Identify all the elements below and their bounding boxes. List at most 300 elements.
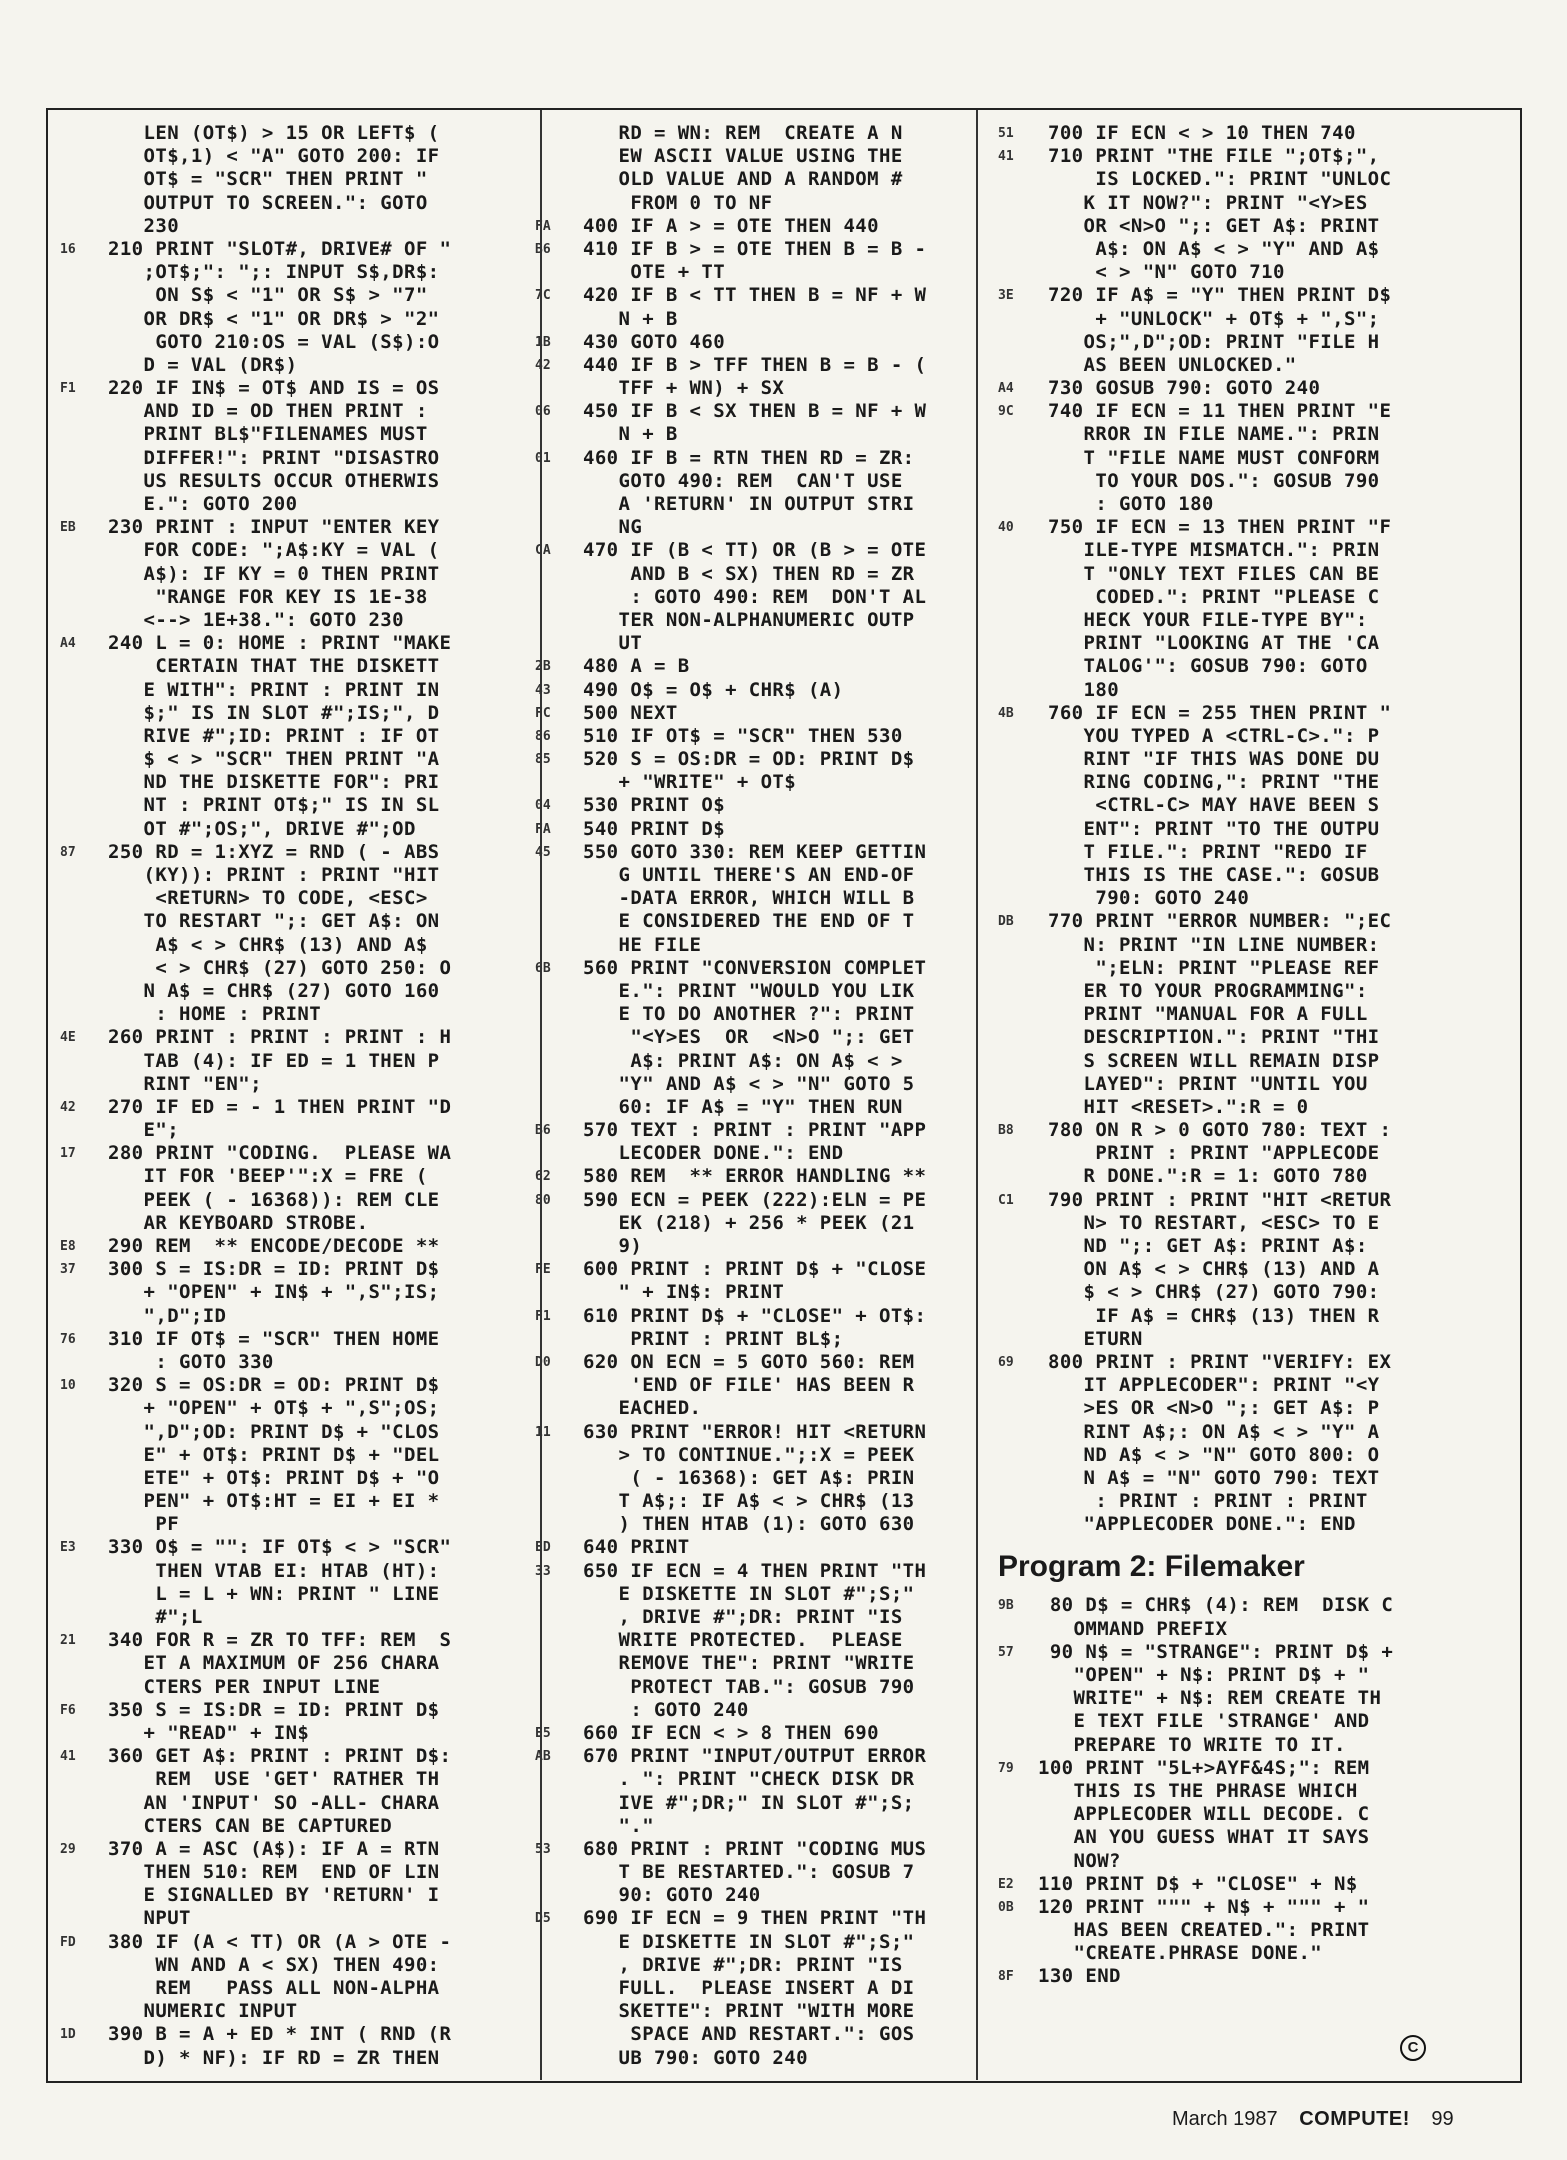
code-text: YOU TYPED A <CTRL-C>.": P: [1048, 724, 1380, 747]
code-line: [60, 215, 538, 238]
code-line: [535, 1629, 973, 1652]
code-text: 130 END: [1038, 1965, 1121, 1988]
checksum: D0: [535, 1354, 551, 1370]
code-line: [535, 1954, 973, 1977]
code-text: 310 IF OT$ = "SCR" THEN HOME: [108, 1327, 440, 1350]
code-text: 460 IF B = RTN THEN RD = ZR:: [583, 446, 915, 469]
code-line: [998, 539, 1458, 562]
code-text: PRINT : PRINT "APPLECODE: [1048, 1142, 1380, 1165]
checksum: 3E: [998, 288, 1014, 304]
code-text: E.": GOTO 200: [108, 493, 298, 515]
copyright-icon: C: [1400, 2035, 1426, 2061]
code-text: GOTO 210:OS = VAL (S$):O: [108, 330, 440, 353]
code-text: . ": PRINT "CHECK DISK DR: [583, 1768, 915, 1791]
checksum: ED: [535, 1540, 551, 1556]
code-text: "Y" AND A$ < > "N" GOTO 5: [583, 1072, 915, 1095]
code-line: [998, 215, 1458, 238]
code-text: D = VAL (DR$): [108, 353, 298, 376]
code-text: 600 PRINT : PRINT D$ + "CLOSE: [583, 1258, 927, 1281]
code-text: 360 GET A$: PRINT : PRINT D$:: [108, 1745, 452, 1768]
code-line: [535, 400, 973, 423]
code-line: [60, 1560, 538, 1583]
code-text: + "READ" + IN$: [108, 1721, 310, 1744]
code-line: [60, 725, 538, 748]
code-line: [60, 400, 538, 423]
code-line: [998, 1513, 1458, 1536]
checksum: B8: [998, 1123, 1014, 1139]
code-line: [60, 308, 538, 331]
code-line: [535, 1165, 973, 1188]
code-line: [998, 980, 1458, 1003]
code-text: WRITE PROTECTED. PLEASE: [583, 1629, 903, 1652]
code-line: [60, 1305, 538, 1328]
code-line: [535, 632, 973, 655]
checksum: 7C: [535, 288, 551, 304]
code-text: 440 IF B > TFF THEN B = B - (: [583, 353, 927, 376]
code-text: 330 O$ = "": IF OT$ < > "SCR": [108, 1536, 452, 1559]
code-line: [60, 1768, 538, 1791]
code-text: 320 S = OS:DR = OD: PRINT D$: [108, 1374, 440, 1397]
code-line: [535, 1421, 973, 1444]
code-text: : GOTO 490: REM DON'T AL: [583, 585, 927, 608]
checksum: 42: [535, 357, 551, 373]
code-text: 670 PRINT "INPUT/OUTPUT ERROR: [583, 1745, 927, 1768]
code-text: 120 PRINT """ + N$ + """ + ": [1038, 1895, 1370, 1918]
code-line: [60, 1351, 538, 1374]
checksum: FA: [535, 218, 551, 234]
code-text: 680 PRINT : PRINT "CODING MUS: [583, 1837, 927, 1860]
checksum: 51: [998, 126, 1014, 141]
code-line: [998, 423, 1458, 446]
code-line: [60, 841, 538, 864]
code-text: A 'RETURN' IN OUTPUT STRI: [583, 493, 915, 515]
checksum: 43: [535, 682, 551, 698]
code-text: HECK YOUR FILE-TYPE BY":: [1048, 608, 1368, 631]
checksum: AB: [535, 1749, 551, 1765]
code-text: G UNTIL THERE'S AN END-OF: [583, 864, 915, 886]
code-text: 640 PRINT: [583, 1536, 690, 1559]
code-text: + "OPEN" + IN$ + ",S";IS;: [108, 1281, 440, 1304]
code-line: [535, 1397, 973, 1420]
code-line: [998, 818, 1458, 841]
code-text: NT : PRINT OT$;" IS IN SL: [108, 794, 440, 817]
code-text: "OPEN" + N$: PRINT D$ + ": [1038, 1664, 1370, 1686]
code-line: [60, 192, 538, 215]
code-text: 470 IF (B < TT) OR (B > = OTE: [583, 539, 927, 562]
code-text: : GOTO 240: [583, 1698, 749, 1721]
code-text: ) THEN HTAB (1): GOTO 630: [583, 1513, 915, 1536]
code-text: 750 IF ECN = 13 THEN PRINT "F: [1048, 516, 1392, 539]
code-text: 210 PRINT "SLOT#, DRIVE# OF ": [108, 237, 452, 260]
code-line: [998, 1165, 1458, 1188]
code-line: [998, 1119, 1458, 1142]
code-line: [998, 1235, 1458, 1258]
code-line: [535, 1467, 973, 1490]
code-line: [998, 1444, 1458, 1467]
code-text: HIT <RESET>.":R = 0: [1048, 1095, 1309, 1118]
code-line: [535, 980, 973, 1003]
code-text: HAS BEEN CREATED.": PRINT: [1038, 1919, 1370, 1942]
checksum: 0B: [998, 1899, 1014, 1915]
code-line: [60, 632, 538, 655]
code-line: [60, 1907, 538, 1930]
code-line: [60, 1606, 538, 1629]
code-text: 480 A = B: [583, 655, 690, 678]
code-line: [998, 632, 1458, 655]
program2-lines: [998, 1594, 1458, 1988]
code-line: [535, 2023, 973, 2046]
code-line: [535, 1652, 973, 1675]
code-text: A$: ON A$ < > "Y" AND A$: [1048, 237, 1380, 260]
code-text: E";: [108, 1119, 180, 1142]
code-line: [60, 1954, 538, 1977]
code-line: [535, 377, 973, 400]
checksum: 53: [535, 1841, 551, 1857]
code-line: [535, 331, 973, 354]
code-text: 250 RD = 1:XYZ = RND ( - ABS: [108, 840, 440, 863]
code-text: RINT "EN";: [108, 1072, 262, 1095]
code-line: [60, 771, 538, 794]
code-text: 100 PRINT "5L+>AYF&4S;": REM: [1038, 1756, 1370, 1779]
code-text: TO RESTART ";: GET A$: ON: [108, 910, 440, 933]
code-line: [998, 1757, 1458, 1780]
code-text: TFF + WN) + SX: [583, 377, 785, 400]
code-text: 790: GOTO 240: [1048, 887, 1250, 910]
checksum: E2: [998, 1876, 1014, 1892]
code-line: [60, 1026, 538, 1049]
code-line: [60, 354, 538, 377]
code-text: IT APPLECODER": PRINT "<Y: [1048, 1374, 1380, 1397]
code-text: AN 'INPUT' SO -ALL- CHARA: [108, 1791, 440, 1814]
code-line: [60, 447, 538, 470]
code-line: [535, 818, 973, 841]
code-text: UB 790: GOTO 240: [583, 2046, 808, 2069]
code-text: E SIGNALLED BY 'RETURN' I: [108, 1884, 440, 1907]
code-line: [998, 1850, 1458, 1873]
listing-column-3: [998, 122, 1458, 1989]
checksum: 16: [60, 241, 76, 257]
code-line: [60, 1374, 538, 1397]
code-text: REMOVE THE": PRINT "WRITE: [583, 1652, 915, 1675]
code-text: < > "N" GOTO 710: [1048, 261, 1285, 284]
code-line: [535, 1374, 973, 1397]
code-text: AR KEYBOARD STROBE.: [108, 1211, 369, 1234]
footer-magazine: COMPUTE!: [1299, 2108, 1410, 2130]
code-line: [60, 586, 538, 609]
code-text: OUTPUT TO SCREEN.": GOTO: [108, 191, 428, 214]
code-line: [535, 771, 973, 794]
code-text: 230 PRINT : INPUT "ENTER KEY: [108, 516, 440, 539]
code-text: GOTO 490: REM CAN'T USE: [583, 469, 903, 492]
page-footer: [1172, 2108, 1454, 2131]
code-line: [535, 145, 973, 168]
checksum: 42: [60, 1099, 76, 1115]
code-line: [60, 910, 538, 933]
checksum: 06: [535, 404, 551, 420]
code-text: 390 B = A + ED * INT ( RND (R: [108, 2023, 452, 2046]
code-line: [60, 980, 538, 1003]
code-text: WN AND A < SX) THEN 490:: [108, 1953, 440, 1976]
code-line: [60, 2047, 538, 2070]
code-line: [535, 934, 973, 957]
code-text: 510 IF OT$ = "SCR" THEN 530: [583, 724, 903, 747]
code-text: FULL. PLEASE INSERT A DI: [583, 1977, 915, 1999]
code-line: [998, 470, 1458, 493]
code-text: 450 IF B < SX THEN B = NF + W: [583, 400, 927, 423]
code-line: [60, 1536, 538, 1559]
code-line: [998, 493, 1458, 516]
code-text: PRINT "MANUAL FOR A FULL: [1048, 1003, 1368, 1026]
checksum: 40: [998, 520, 1014, 536]
code-text: K IT NOW?": PRINT "<Y>ES: [1048, 191, 1368, 214]
code-line: [60, 1281, 538, 1304]
code-text: 350 S = IS:DR = ID: PRINT D$: [108, 1698, 440, 1721]
code-line: [60, 516, 538, 539]
code-line: [60, 1235, 538, 1258]
code-line: [60, 145, 538, 168]
checksum: 21: [60, 1633, 76, 1649]
code-line: [535, 1096, 973, 1119]
code-text: 620 ON ECN = 5 GOTO 560: REM: [583, 1350, 915, 1373]
code-text: 760 IF ECN = 255 THEN PRINT ": [1048, 701, 1392, 724]
code-line: [998, 841, 1458, 864]
code-text: 80 D$ = CHR$ (4): REM DISK C: [1038, 1594, 1394, 1617]
code-text: N A$ = "N" GOTO 790: TEXT: [1048, 1466, 1380, 1489]
code-text: THEN 510: REM END OF LIN: [108, 1861, 440, 1884]
code-text: EACHED.: [583, 1397, 702, 1420]
code-text: OT$,1) < "A" GOTO 200: IF: [108, 145, 440, 168]
code-text: 290 REM ** ENCODE/DECODE **: [108, 1235, 440, 1257]
code-line: [998, 563, 1458, 586]
code-text: DESCRIPTION.": PRINT "THI: [1048, 1026, 1380, 1049]
code-text: 720 IF A$ = "Y" THEN PRINT D$: [1048, 284, 1392, 307]
code-text: 220 IF IN$ = OT$ AND IS = OS: [108, 377, 440, 400]
code-text: + "UNLOCK" + OT$ + ",S";: [1048, 307, 1380, 330]
checksum: 2B: [535, 659, 551, 675]
checksum: 79: [998, 1760, 1014, 1776]
code-line: [60, 1676, 538, 1699]
code-line: [535, 168, 973, 191]
code-line: [535, 887, 973, 910]
code-line: [998, 1803, 1458, 1826]
code-text: A$: PRINT A$: ON A$ < >: [583, 1049, 903, 1072]
code-line: [60, 1838, 538, 1861]
code-line: [535, 1281, 973, 1304]
code-text: 90 N$ = "STRANGE": PRINT D$ +: [1038, 1640, 1394, 1663]
code-text: E DISKETTE IN SLOT #";S;": [583, 1930, 915, 1953]
code-text: T FILE.": PRINT "REDO IF: [1048, 840, 1368, 863]
code-text: E WITH": PRINT : PRINT IN: [108, 678, 440, 701]
code-line: [998, 238, 1458, 261]
code-line: [998, 1305, 1458, 1328]
code-line: [998, 1073, 1458, 1096]
code-line: [535, 1560, 973, 1583]
code-text: SPACE AND RESTART.": GOS: [583, 2023, 915, 2046]
code-text: THIS IS THE PHRASE WHICH: [1038, 1779, 1358, 1802]
code-line: [535, 702, 973, 725]
code-text: ",D";OD: PRINT D$ + "CLOS: [108, 1420, 440, 1443]
code-line: [535, 2000, 973, 2023]
checksum: DB: [998, 914, 1014, 930]
code-line: [535, 1119, 973, 1142]
checksum: FD: [60, 1934, 76, 1950]
code-line: [60, 957, 538, 980]
code-line: [60, 2000, 538, 2023]
code-line: [535, 1606, 973, 1629]
code-text: "APPLECODER DONE.": END: [1048, 1513, 1356, 1536]
code-text: AS BEEN UNLOCKED.": [1048, 353, 1297, 376]
code-line: [60, 1977, 538, 2000]
code-text: 430 GOTO 460: [583, 330, 726, 353]
code-line: [60, 864, 538, 887]
code-line: [998, 1942, 1458, 1965]
checksum: 33: [535, 1563, 551, 1579]
checksum: 17: [60, 1146, 76, 1162]
code-text: THIS IS THE CASE.": GOSUB: [1048, 864, 1380, 886]
code-line: [998, 1421, 1458, 1444]
code-text: #";L: [108, 1606, 203, 1628]
code-text: $;" IS IN SLOT #";IS;", D: [108, 701, 440, 724]
code-line: [998, 1397, 1458, 1420]
code-text: CODED.": PRINT "PLEASE C: [1048, 585, 1380, 608]
code-line: [998, 609, 1458, 632]
code-text: ;OT$;": ";: INPUT S$,DR$:: [108, 261, 440, 284]
code-text: > TO CONTINUE.";:X = PEEK: [583, 1443, 915, 1466]
code-text: 240 L = 0: HOME : PRINT "MAKE: [108, 632, 452, 655]
code-line: [535, 516, 973, 539]
code-text: UT: [583, 632, 643, 655]
code-text: : GOTO 180: [1048, 493, 1214, 515]
code-text: CTERS CAN BE CAPTURED: [108, 1814, 393, 1837]
checksum: F1: [60, 381, 76, 397]
code-text: ND ";: GET A$: PRINT A$:: [1048, 1235, 1368, 1257]
code-line: [535, 655, 973, 678]
code-line: [60, 1073, 538, 1096]
code-line: [535, 1490, 973, 1513]
checksum: A4: [998, 381, 1014, 397]
code-text: 260 PRINT : PRINT : PRINT : H: [108, 1026, 452, 1049]
checksum: 10: [60, 1378, 76, 1394]
checksum: 37: [60, 1262, 76, 1278]
code-line: [60, 1861, 538, 1884]
code-line: [998, 377, 1458, 400]
code-line: [998, 1096, 1458, 1119]
code-line: [998, 794, 1458, 817]
code-line: [60, 1792, 538, 1815]
code-line: [535, 1792, 973, 1815]
code-line: [998, 957, 1458, 980]
code-line: [998, 1710, 1458, 1733]
code-line: [998, 1826, 1458, 1849]
code-line: [998, 1641, 1458, 1664]
code-line: [60, 794, 538, 817]
code-text: OS;",D";OD: PRINT "FILE H: [1048, 330, 1380, 353]
code-line: [535, 1676, 973, 1699]
code-text: " + IN$: PRINT: [583, 1281, 785, 1304]
code-text: : GOTO 330: [108, 1350, 274, 1373]
code-line: [535, 1745, 973, 1768]
code-line: [535, 354, 973, 377]
code-line: [998, 1003, 1458, 1026]
checksum: FC: [535, 705, 551, 721]
code-line: [60, 1745, 538, 1768]
code-text: PRINT "LOOKING AT THE 'CA: [1048, 632, 1380, 655]
column-divider: [976, 110, 978, 2080]
code-text: EK (218) + 256 * PEEK (21: [583, 1211, 915, 1234]
code-line: [998, 679, 1458, 702]
code-text: "CREATE.PHRASE DONE.": [1038, 1942, 1323, 1965]
code-text: PF: [108, 1513, 180, 1536]
checksum: 41: [60, 1749, 76, 1765]
code-line: [998, 331, 1458, 354]
code-line: [60, 1583, 538, 1606]
code-text: RROR IN FILE NAME.": PRIN: [1048, 423, 1380, 446]
code-line: [535, 1583, 973, 1606]
code-line: [60, 1119, 538, 1142]
checksum: 80: [535, 1192, 551, 1208]
code-line: [60, 563, 538, 586]
checksum: 45: [535, 844, 551, 860]
code-line: [535, 841, 973, 864]
code-text: A$ < > CHR$ (13) AND A$: [108, 933, 428, 956]
code-line: [535, 122, 973, 145]
code-text: 740 IF ECN = 11 THEN PRINT "E: [1048, 400, 1392, 423]
code-line: [535, 493, 973, 516]
code-line: [535, 238, 973, 261]
code-text: 800 PRINT : PRINT "VERIFY: EX: [1048, 1350, 1392, 1373]
code-text: 490 O$ = O$ + CHR$ (A): [583, 678, 844, 701]
code-text: T "ONLY TEXT FILES CAN BE: [1048, 562, 1380, 585]
code-line: [535, 1328, 973, 1351]
code-text: ".": [583, 1814, 655, 1837]
code-line: [535, 192, 973, 215]
code-text: $ < > "SCR" THEN PRINT "A: [108, 748, 440, 771]
code-text: LEN (OT$) > 15 OR LEFT$ (: [108, 122, 440, 144]
code-text: 520 S = OS:DR = OD: PRINT D$: [583, 748, 915, 771]
code-line: [60, 261, 538, 284]
code-line: [998, 1026, 1458, 1049]
code-text: ON S$ < "1" OR S$ > "7": [108, 284, 428, 307]
checksum: 29: [60, 1841, 76, 1857]
checksum: EB: [60, 520, 76, 536]
checksum: E5: [535, 1725, 551, 1741]
code-line: [535, 1305, 973, 1328]
code-text: 590 ECN = PEEK (222):ELN = PE: [583, 1188, 927, 1211]
code-line: [60, 1699, 538, 1722]
code-line: [998, 725, 1458, 748]
code-text: NPUT: [108, 1907, 191, 1930]
code-text: NOW?: [1038, 1849, 1121, 1872]
code-text: PEEK ( - 16368)): REM CLE: [108, 1188, 440, 1211]
code-text: ILE-TYPE MISMATCH.": PRIN: [1048, 539, 1380, 562]
checksum: 76: [60, 1331, 76, 1347]
checksum: 41: [998, 149, 1014, 165]
checksum: 8F: [998, 1969, 1014, 1985]
code-line: [535, 1235, 973, 1258]
code-text: US RESULTS OCCUR OTHERWIS: [108, 469, 440, 492]
code-line: [60, 655, 538, 678]
checksum: C1: [998, 1192, 1014, 1208]
code-line: [998, 1780, 1458, 1803]
code-line: [535, 1003, 973, 1026]
code-line: [60, 1490, 538, 1513]
code-line: [998, 145, 1458, 168]
checksum: 9B: [998, 1598, 1014, 1614]
code-line: [60, 331, 538, 354]
checksum: D5: [535, 1911, 551, 1927]
code-line: [60, 1815, 538, 1838]
code-line: [535, 910, 973, 933]
